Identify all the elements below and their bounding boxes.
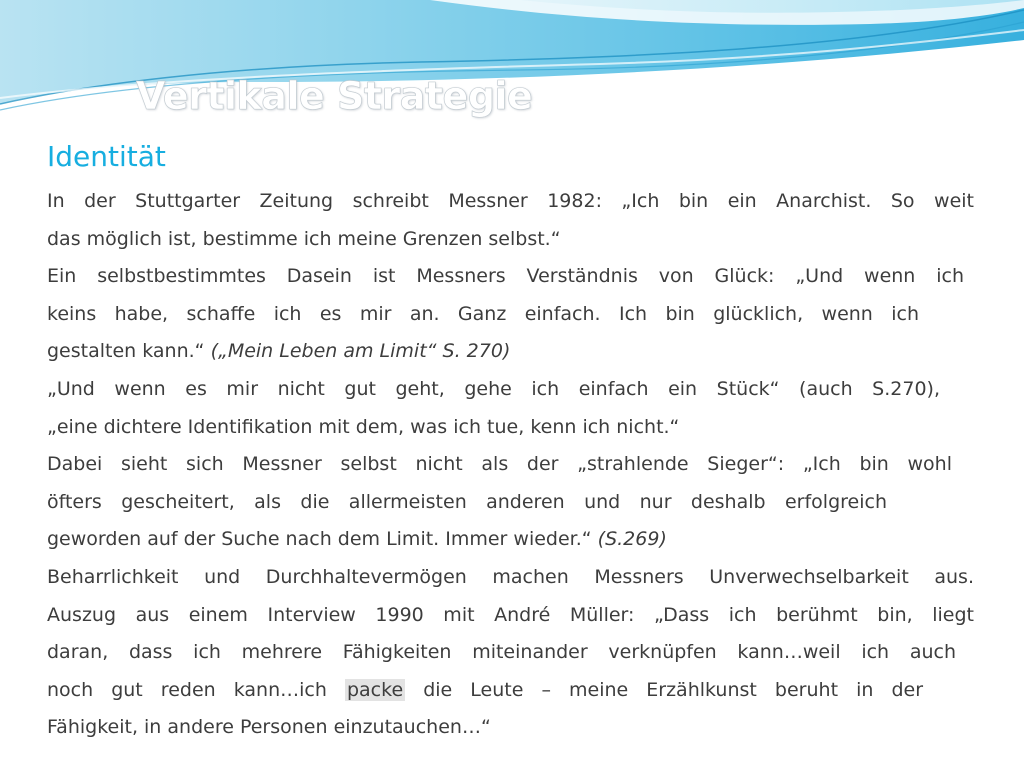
text-line: Dabei sieht sich Messner selbst nicht als der „strahlende Sieger“: „Ich bin wohl — [47, 453, 952, 476]
text-line: „Und wenn es mir nicht gut geht, gehe ich einfach ein Stück“ (auch S.270), — [47, 377, 940, 400]
text-line — [47, 521, 974, 559]
text-line — [47, 333, 974, 371]
text-line: In der Stuttgarter Zeitung schreibt Messner 1982: „Ich bin ein Anarchist. So weit — [47, 190, 974, 212]
text-line: keins habe, schaffe ich es mir an. Ganz einfach. Ich bin glücklich, wenn ich — [47, 302, 919, 325]
text-line: Fähigkeit, in andere Personen einzutauchen…“ — [47, 716, 491, 739]
text-line: Ein selbstbestimmtes Dasein ist Messners Verständnis von Glück: „Und wenn ich — [47, 265, 964, 288]
citation: (S.269) — [597, 528, 667, 551]
text-line: daran, dass ich mehrere Fähigkeiten miteinander verknüpfen kann…weil ich auch — [47, 641, 956, 664]
text-line: „eine dichtere Identifikation mit dem, was ich tue, kenn ich nicht.“ — [47, 415, 680, 438]
text-line: öfters gescheitert, als die allermeisten anderen und nur deshalb erfolgreich — [47, 490, 887, 513]
citation: („Mein Leben am Limit“ S. 270) — [210, 340, 511, 363]
text-line — [47, 672, 923, 710]
slide-title: Vertikale Strategie — [136, 74, 533, 118]
text-line: Auszug aus einem Interview 1990 mit André Müller: „Dass ich berühmt bin, liegt — [47, 603, 974, 626]
body-text — [47, 183, 974, 747]
text-fragment: gestalten kann.“ — [47, 340, 211, 363]
text-fragment: die Leute – meine Erzählkunst beruht in der — [405, 678, 924, 701]
section-heading: Identität — [47, 140, 166, 173]
text-line: Beharrlichkeit und Durchhaltevermögen machen Messners Unverwechselbarkeit aus. — [47, 565, 974, 588]
text-line: das möglich ist, bestimme ich meine Grenzen selbst.“ — [47, 227, 561, 250]
text-fragment: noch gut reden kann…ich — [47, 678, 345, 701]
text-fragment: geworden auf der Suche nach dem Limit. Immer wieder.“ — [47, 528, 598, 551]
highlighted-word: packe — [346, 678, 404, 701]
